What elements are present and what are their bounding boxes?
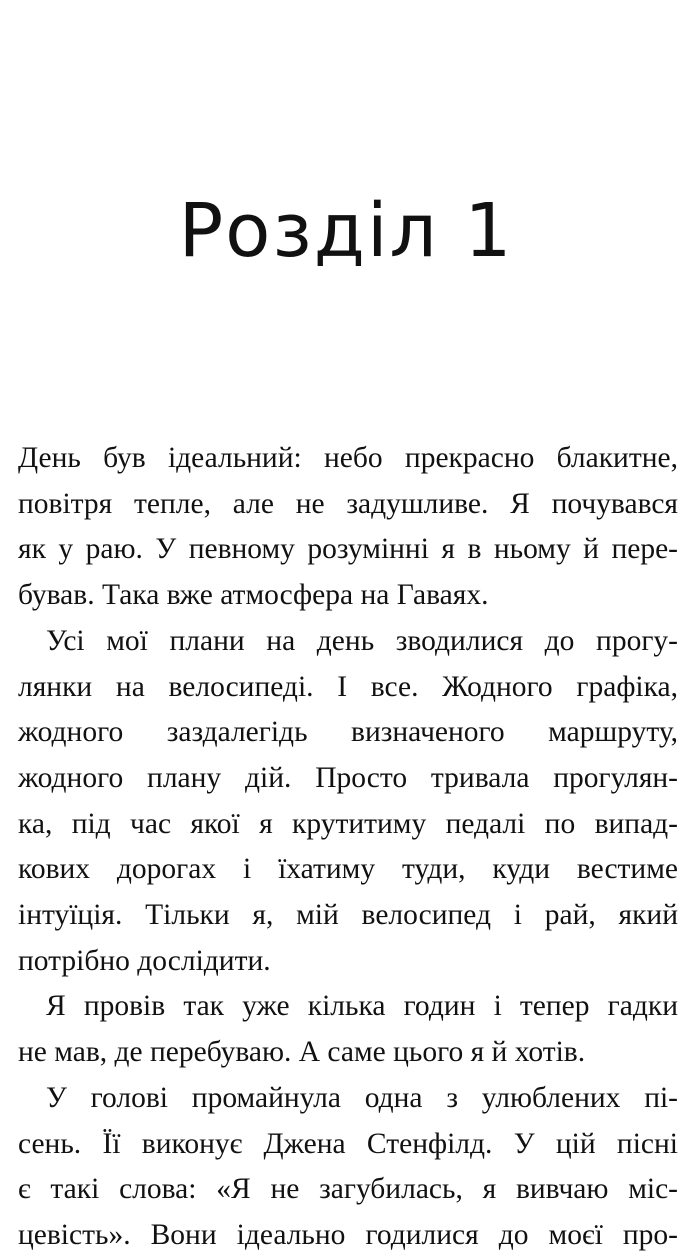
text-line: жодного заздалегідь визначеного маршруту,: [18, 716, 678, 749]
paragraph-2: [18, 619, 678, 985]
text-line: не мав, де перебуваю. А саме цього я й хотів.: [18, 1036, 586, 1069]
text-line: інтуїція. Тільки я, мій велосипед і рай, який: [18, 899, 678, 932]
text-line: лянки на велосипеді. І все. Жодного графіка,: [18, 670, 678, 703]
text-line: жодного плану дій. Просто тривала прогулян-: [18, 761, 678, 794]
text-line: повітря тепле, але не задушливе. Я почувався: [18, 487, 678, 520]
text-line: потрібно дослідити.: [18, 944, 271, 977]
paragraph-4: [18, 1076, 678, 1259]
text-line: Усі мої плани на день зводилися до прогу-: [46, 624, 678, 657]
chapter-title: Розділ 1: [178, 188, 514, 274]
text-line: є такі слова: «Я не загубилась, я вивчаю міс-: [18, 1173, 678, 1206]
text-line: цевість». Вони ідеально годилися до моєї про-: [18, 1218, 678, 1251]
text-line: сень. Її виконує Джена Стенфілд. У цій пісні: [18, 1127, 678, 1160]
paragraph-1: [18, 436, 678, 619]
text-line: День був ідеальний: небо прекрасно блакитне,: [18, 442, 678, 474]
text-line: ка, під час якої я крутитиму педалі по випад-: [18, 807, 678, 840]
text-line: як у раю. У певному розумінні я в ньому й пере-: [18, 533, 678, 566]
text-line: бував. Така вже атмосфера на Гаваях.: [18, 579, 489, 612]
text-line: У голові промайнула одна з улюблених пі-: [46, 1081, 678, 1114]
paragraph-3: [18, 984, 678, 1075]
text-line: Я провів так уже кілька годин і тепер гадки: [46, 990, 678, 1023]
text-line: кових дорогах і їхатиму туди, куди вестиме: [18, 853, 678, 886]
body-text: [18, 436, 678, 1259]
